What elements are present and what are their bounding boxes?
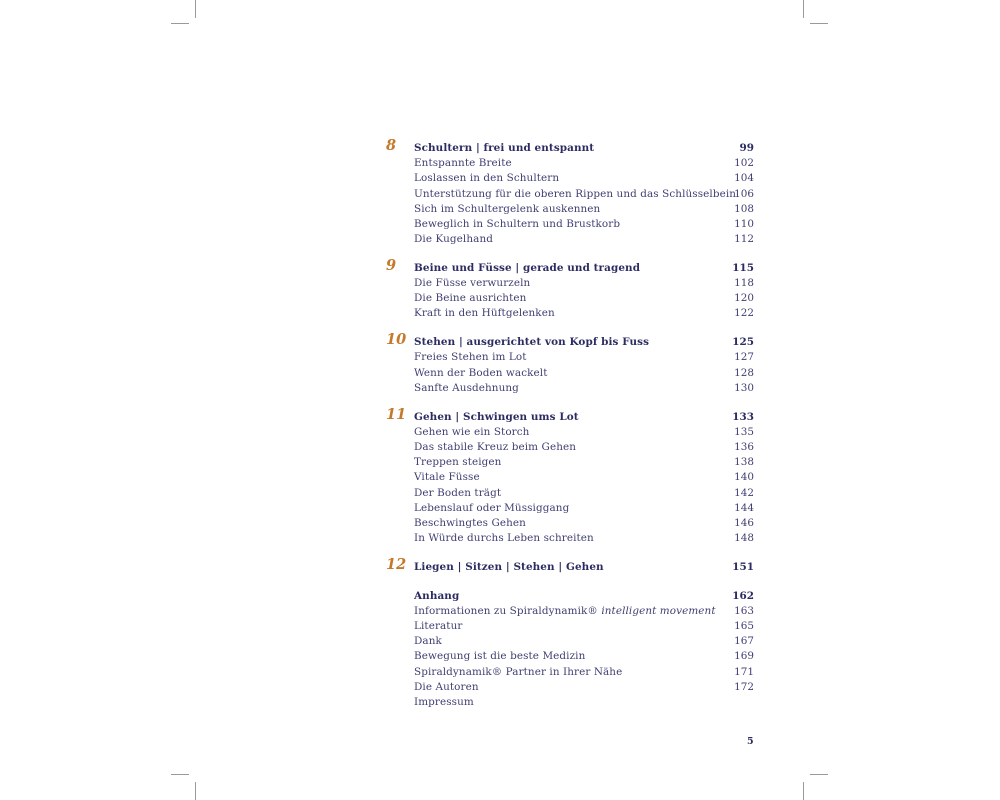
entry-page: 122 <box>734 307 754 320</box>
crop-mark <box>195 782 196 800</box>
entry-title: Wenn der Boden wackelt <box>414 366 548 379</box>
toc-entry[interactable] <box>386 306 756 321</box>
entry-title: Entspannte Breite <box>414 157 512 170</box>
entry-page: 130 <box>734 381 754 394</box>
entry-title: Vitale Füsse <box>414 471 480 484</box>
toc-entry[interactable] <box>386 187 756 202</box>
chapter-heading-row[interactable] <box>386 137 756 156</box>
entry-title: Loslassen in den Schultern <box>414 172 560 185</box>
toc-entry[interactable] <box>386 531 756 546</box>
toc-entry[interactable] <box>386 171 756 186</box>
chapter-page: 133 <box>732 410 754 423</box>
appendix-page: 162 <box>732 589 754 602</box>
appendix-heading-row[interactable] <box>386 589 756 604</box>
toc-entry[interactable] <box>386 680 756 695</box>
crop-mark <box>803 782 804 800</box>
entry-title: Beweglich in Schultern und Brustkorb <box>414 217 621 230</box>
entry-title: Der Boden trägt <box>414 486 502 499</box>
toc-entry[interactable] <box>386 516 756 531</box>
crop-mark <box>810 23 828 24</box>
crop-mark <box>803 0 804 18</box>
entry-page: 138 <box>734 456 754 469</box>
chapter-title: Beine und Füsse | gerade und tragend <box>414 261 641 274</box>
entry-page: 142 <box>734 486 754 499</box>
toc-entry[interactable] <box>386 501 756 516</box>
toc-entry[interactable] <box>386 440 756 455</box>
entry-title: Die Autoren <box>414 680 479 693</box>
toc-entry[interactable] <box>386 470 756 485</box>
entry-title: Das stabile Kreuz beim Gehen <box>414 440 577 453</box>
appendix-block <box>386 589 756 711</box>
toc-entry[interactable] <box>386 619 756 634</box>
toc-entry[interactable] <box>386 276 756 291</box>
entry-title-italic: intelligent movement <box>601 604 716 617</box>
chapter-page: 99 <box>739 142 754 154</box>
entry-page: 171 <box>734 665 754 678</box>
entry-page: 104 <box>734 172 754 185</box>
chapter-number: 12 <box>386 555 407 573</box>
entry-page: 148 <box>734 532 754 545</box>
toc-entry[interactable] <box>386 381 756 396</box>
crop-mark <box>810 774 828 775</box>
entry-title: Unterstützung für die oberen Rippen und das Schlüsselbein <box>414 187 737 200</box>
toc-entry[interactable] <box>386 634 756 649</box>
entry-page: 135 <box>734 425 754 438</box>
chapter-title: Gehen | Schwingen ums Lot <box>414 410 579 423</box>
chapter-heading-row[interactable] <box>386 256 756 276</box>
entry-page: 163 <box>734 604 754 617</box>
toc-entry[interactable] <box>386 695 756 710</box>
chapter-number: 11 <box>386 405 407 423</box>
toc-entry[interactable] <box>386 486 756 501</box>
chapter-heading-row[interactable] <box>386 331 756 350</box>
entry-page: 146 <box>734 516 754 529</box>
entry-title: Gehen wie ein Storch <box>414 425 530 438</box>
entry-title: Die Füsse verwurzeln <box>414 277 531 290</box>
toc-entry[interactable] <box>386 291 756 306</box>
entry-title <box>414 604 716 619</box>
toc-entry[interactable] <box>386 350 756 365</box>
toc-entry[interactable] <box>386 665 756 680</box>
entry-page: 102 <box>734 157 754 170</box>
chapter-title: Stehen | ausgerichtet von Kopf bis Fuss <box>414 336 650 349</box>
toc-entry[interactable] <box>386 604 756 619</box>
chapter-block <box>386 256 756 322</box>
crop-mark <box>171 774 189 775</box>
page-number: 5 <box>747 736 754 747</box>
entry-title: In Würde durchs Leben schreiten <box>414 532 594 545</box>
entry-page: 106 <box>734 187 754 200</box>
chapter-block <box>386 331 756 396</box>
chapter-number: 9 <box>386 256 397 274</box>
chapter-page: 115 <box>732 261 754 274</box>
chapter-block <box>386 137 756 247</box>
entry-title: Impressum <box>414 695 474 708</box>
entry-title: Lebenslauf oder Müssiggang <box>414 501 570 514</box>
entry-title: Kraft in den Hüftgelenken <box>414 307 555 320</box>
entry-page: 108 <box>734 202 754 215</box>
crop-mark <box>195 0 196 18</box>
toc-entry[interactable] <box>386 366 756 381</box>
chapter-block <box>386 405 756 547</box>
entry-page: 127 <box>734 351 754 364</box>
entry-page: 172 <box>734 680 754 693</box>
toc-entry[interactable] <box>386 649 756 664</box>
entry-page: 128 <box>734 366 754 379</box>
entry-page: 120 <box>734 292 754 305</box>
entry-page: 118 <box>734 277 754 290</box>
chapter-number: 10 <box>386 331 407 349</box>
chapter-title: Liegen | Sitzen | Stehen | Gehen <box>414 560 604 573</box>
chapter-number: 8 <box>386 137 397 154</box>
entry-page: 165 <box>734 620 754 633</box>
toc-entry[interactable] <box>386 232 756 247</box>
entry-title: Bewegung ist die beste Medizin <box>414 650 586 663</box>
entry-title: Die Kugelhand <box>414 233 493 246</box>
entry-title: Literatur <box>414 620 463 633</box>
entry-title: Freies Stehen im Lot <box>414 351 527 364</box>
entry-title: Sanfte Ausdehnung <box>414 381 519 394</box>
entry-title: Beschwingtes Gehen <box>414 516 526 529</box>
entry-page: 110 <box>734 217 754 230</box>
entry-title: Treppen steigen <box>414 456 502 469</box>
entry-title-text: Informationen zu Spiraldynamik® <box>414 604 602 617</box>
chapter-page: 125 <box>732 336 754 349</box>
chapter-title: Schultern | frei und entspannt <box>414 142 595 154</box>
entry-page: 136 <box>734 440 754 453</box>
chapter-heading-row[interactable] <box>386 405 756 425</box>
entry-title: Die Beine ausrichten <box>414 292 527 305</box>
crop-mark <box>171 23 189 24</box>
toc-entry[interactable] <box>386 425 756 440</box>
chapter-block <box>386 555 756 575</box>
entry-page: 167 <box>734 635 754 648</box>
entry-page: 140 <box>734 471 754 484</box>
appendix-title: Anhang <box>414 589 460 602</box>
entry-title: Dank <box>414 635 442 648</box>
entry-title: Sich im Schultergelenk auskennen <box>414 202 601 215</box>
toc-entry[interactable] <box>386 202 756 217</box>
chapter-heading-row[interactable] <box>386 555 756 575</box>
toc-entry[interactable] <box>386 455 756 470</box>
table-of-contents <box>386 137 756 724</box>
entry-page: 169 <box>734 650 754 663</box>
entry-page: 112 <box>734 233 754 246</box>
toc-entry[interactable] <box>386 156 756 171</box>
chapter-page: 151 <box>732 560 754 573</box>
toc-entry[interactable] <box>386 217 756 232</box>
entry-title: Spiraldynamik® Partner in Ihrer Nähe <box>414 665 623 678</box>
entry-page: 144 <box>734 501 754 514</box>
